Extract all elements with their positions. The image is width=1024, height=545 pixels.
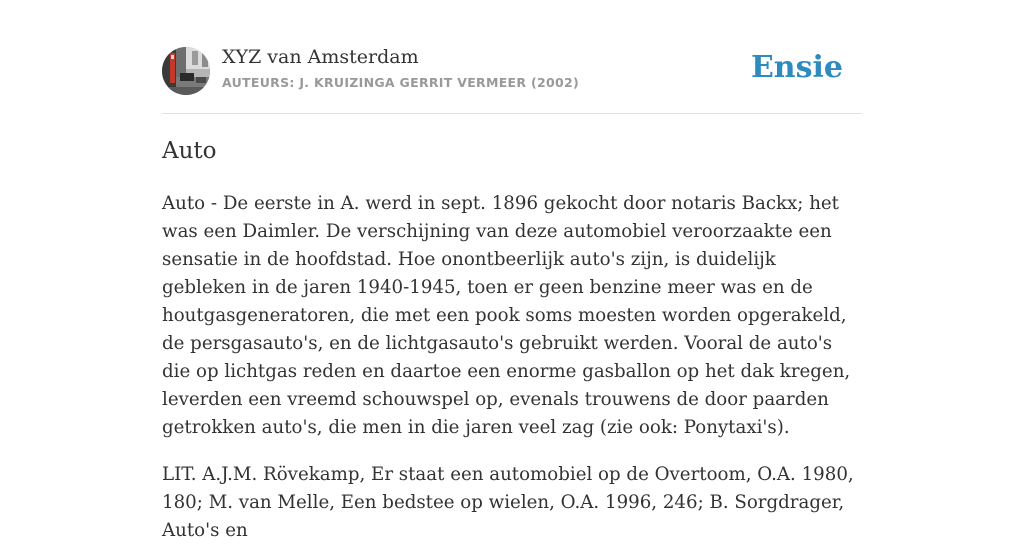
source-authors: AUTEURS: J. KRUIZINGA GERRIT VERMEER (2002) [222, 75, 579, 90]
entry-title: Auto [162, 138, 217, 164]
source-title-link[interactable]: XYZ van Amsterdam [222, 46, 419, 68]
entry-body: Auto - De eerste in A. werd in sept. 1896 gekocht door notaris Backx; het was een Daimler. De verschijning van deze automobiel veroorzaakte een sensatie in de hoofdstad. Hoe onontbeerlijk auto's zijn, is duidelijk gebleken in de jaren 1940-1945, toen er geen benzine meer was en de houtgasgeneratoren, die met een pook soms moesten worden opgerakeld, de persgasauto's, en de lichtgasauto's gebruikt werden. Vooral de auto's die op lichtgas reden en daartoe een enorme gasballon op het dak kregen, leverden een vreemd schouwspel op, evenals trouwens de door paarden getrokken auto's, die men in die jaren veel zag (zie ook: Ponytaxi's). [162, 193, 851, 438]
page [162, 0, 862, 541]
source-header [162, 0, 862, 114]
source-avatar[interactable] [162, 47, 210, 95]
ensie-logo[interactable]: Ensie [750, 50, 843, 85]
street-photo-thumbnail [162, 47, 210, 95]
entry-literature: LIT. A.J.M. Rövekamp, Er staat een automobiel op de Overtoom, O.A. 1980, 180; M. van Melle, Een bedstee op wielen, O.A. 1996, 246; B. Sorgdrager, Auto's en [162, 464, 854, 541]
